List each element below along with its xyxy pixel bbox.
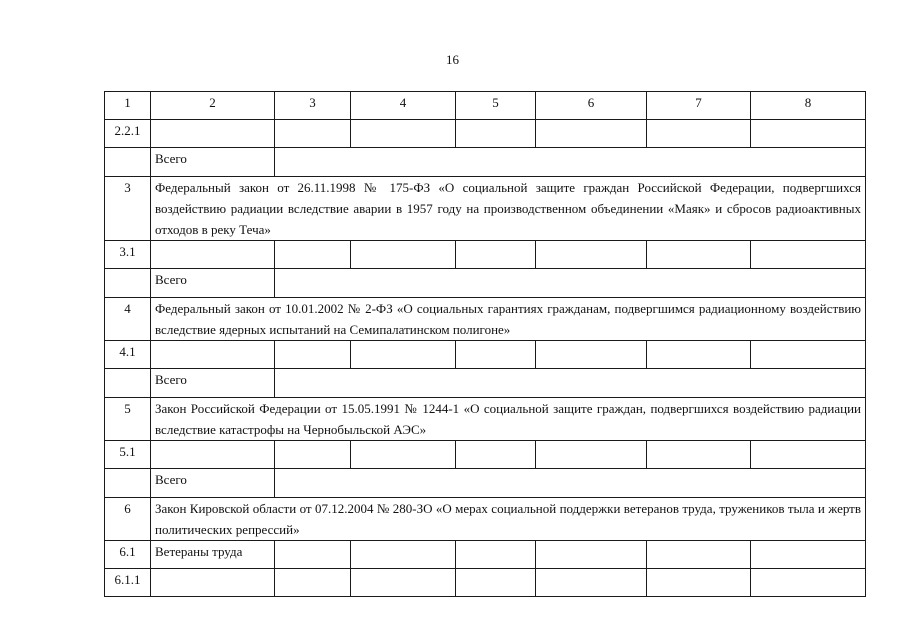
table-cell: [456, 241, 536, 269]
table-cell: [105, 469, 151, 498]
law-title: Закон Российской Федерации от 15.05.1991 № 1244-1 «О социальной защите граждан, подвергшихся воздействию радиации вследствие катастрофы на Чернобыльской АЭС»: [151, 398, 866, 441]
row-number: 6: [105, 498, 151, 541]
column-header: 4: [351, 92, 456, 120]
row-number: 3: [105, 177, 151, 241]
page-number: 16: [446, 52, 459, 67]
table-cell: [275, 269, 866, 298]
row-number: 4: [105, 298, 151, 341]
law-row: [105, 398, 866, 441]
column-header: 7: [647, 92, 751, 120]
table-cell: [647, 120, 751, 148]
row-number: 5: [105, 398, 151, 441]
table-cell: [647, 541, 751, 569]
table-cell: [151, 569, 275, 597]
table-cell: [351, 241, 456, 269]
table-cell: [151, 341, 275, 369]
table-cell: [456, 441, 536, 469]
table-cell: [275, 469, 866, 498]
table-cell: [536, 341, 647, 369]
total-label: Всего: [151, 269, 275, 298]
table-cell: [751, 241, 866, 269]
table-cell: [536, 569, 647, 597]
table-row: [105, 569, 866, 597]
table-cell: [647, 241, 751, 269]
table-header-row: [105, 92, 866, 120]
law-title: Закон Кировской области от 07.12.2004 № 280-ЗО «О мерах социальной поддержки ветеранов труда, тружеников тыла и жертв политических репрессий»: [151, 498, 866, 541]
total-row: [105, 369, 866, 398]
table-cell: [275, 441, 351, 469]
column-header: 8: [751, 92, 866, 120]
table-cell: [105, 148, 151, 177]
table-cell: [751, 569, 866, 597]
row-number: 3.1: [105, 241, 151, 269]
table-cell: [351, 341, 456, 369]
table-cell: [275, 369, 866, 398]
category-label: Ветераны труда: [151, 541, 275, 569]
table-cell: [351, 541, 456, 569]
table-cell: [751, 341, 866, 369]
total-row: [105, 469, 866, 498]
table-cell: [456, 120, 536, 148]
table-row: [105, 541, 866, 569]
table-row: [105, 241, 866, 269]
table-cell: [536, 441, 647, 469]
law-row: [105, 177, 866, 241]
table-cell: [275, 569, 351, 597]
law-row: [105, 298, 866, 341]
table-cell: [151, 120, 275, 148]
row-number: 4.1: [105, 341, 151, 369]
table-cell: [351, 120, 456, 148]
table-cell: [275, 341, 351, 369]
row-number: 5.1: [105, 441, 151, 469]
column-header: 2: [151, 92, 275, 120]
table-cell: [751, 120, 866, 148]
report-table: [104, 91, 866, 597]
total-label: Всего: [151, 469, 275, 498]
table-row: [105, 341, 866, 369]
column-header: 3: [275, 92, 351, 120]
table-cell: [751, 441, 866, 469]
table-cell: [456, 541, 536, 569]
law-title: Федеральный закон от 26.11.1998 № 175-ФЗ «О социальной защите граждан Российской Федерации, подвергшихся воздействию радиации вследствие аварии в 1957 году на производственном объединении «Маяк» и сбросов радиоактивных отходов в реку Теча»: [151, 177, 866, 241]
table-cell: [536, 120, 647, 148]
law-row: [105, 498, 866, 541]
table-row: [105, 120, 866, 148]
table-cell: [456, 569, 536, 597]
table-cell: [275, 541, 351, 569]
table-cell: [275, 148, 866, 177]
table-cell: [151, 441, 275, 469]
table-cell: [751, 541, 866, 569]
table-cell: [351, 569, 456, 597]
row-number: 6.1.1: [105, 569, 151, 597]
row-number: 2.2.1: [105, 120, 151, 148]
table-cell: [275, 120, 351, 148]
table-cell: [275, 241, 351, 269]
table-cell: [456, 341, 536, 369]
table-cell: [647, 441, 751, 469]
table-cell: [536, 241, 647, 269]
table-cell: [647, 341, 751, 369]
table-cell: [536, 541, 647, 569]
table-cell: [105, 369, 151, 398]
total-row: [105, 148, 866, 177]
column-header: 5: [456, 92, 536, 120]
total-row: [105, 269, 866, 298]
table-cell: [351, 441, 456, 469]
column-header: 6: [536, 92, 647, 120]
table-cell: [105, 269, 151, 298]
table-row: [105, 441, 866, 469]
column-header: 1: [105, 92, 151, 120]
table-cell: [647, 569, 751, 597]
row-number: 6.1: [105, 541, 151, 569]
total-label: Всего: [151, 369, 275, 398]
total-label: Всего: [151, 148, 275, 177]
law-title: Федеральный закон от 10.01.2002 № 2-ФЗ «О социальных гарантиях гражданам, подвергшимся радиационному воздействию вследствие ядерных испытаний на Семипалатинском полигоне»: [151, 298, 866, 341]
table-cell: [151, 241, 275, 269]
